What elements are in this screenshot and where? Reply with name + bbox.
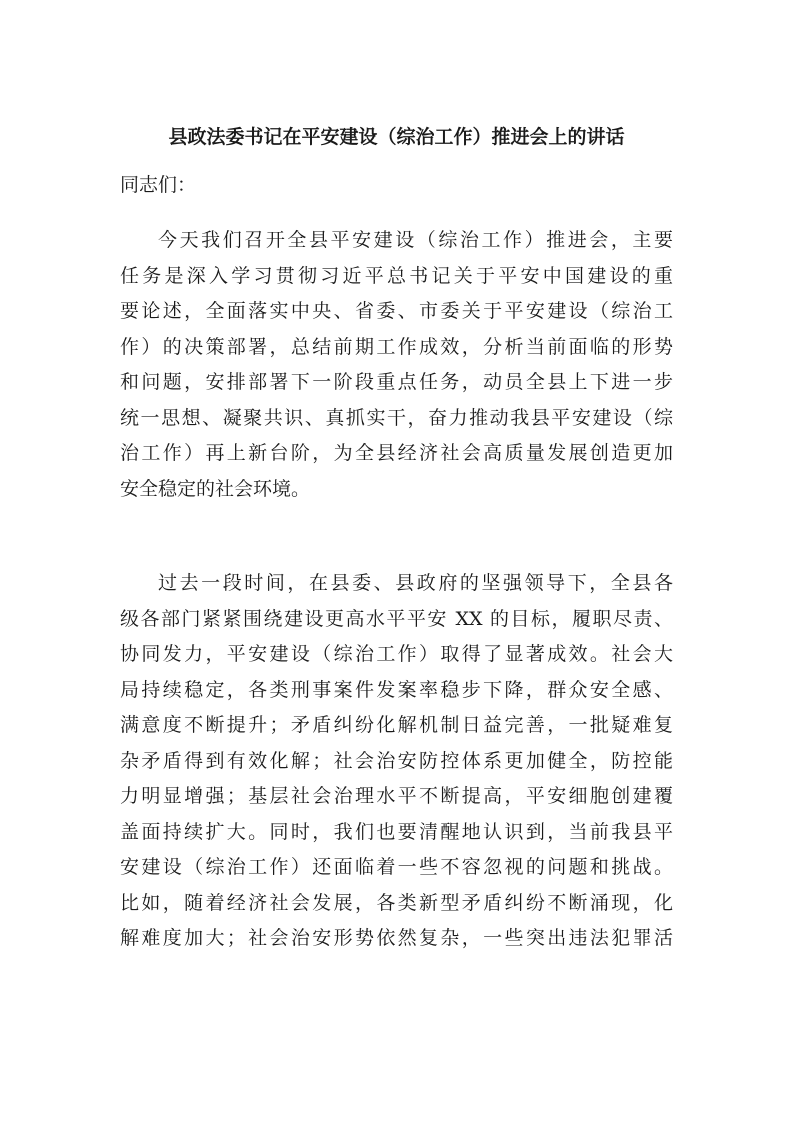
document-title: 县政法委书记在平安建设（综治工作）推进会上的讲话 (168, 126, 625, 148)
paragraph-line: 协同发力，平安建设（综治工作）取得了显著成效。社会大 (120, 643, 673, 665)
salutation: 同志们： (120, 174, 197, 196)
paragraph-line: 局持续稳定，各类刑事案件发案率稳步下降，群众安全感、 (120, 678, 673, 701)
paragraph-line: 满意度不断提升；矛盾纠纷化解机制日益完善，一批疑难复 (120, 714, 673, 736)
paragraph-line: 和问题，安排部署下一阶段重点任务，动员全县上下进一步 (120, 371, 673, 393)
paragraph-line: 杂矛盾得到有效化解；社会治安防控体系更加健全，防控能 (120, 749, 673, 772)
paragraph-line: 今天我们召开全县平安建设（综治工作）推进会，主要 (158, 229, 673, 251)
paragraph-line: 安全稳定的社会环境。 (120, 477, 311, 500)
paragraph-line: 治工作）再上新台阶，为全县经济社会高质量发展创造更加 (120, 442, 673, 464)
paragraph-line: 过去一段时间，在县委、县政府的坚强领导下，全县各 (158, 572, 673, 594)
paragraph-line: 级各部门紧紧围绕建设更高水平平安 XX 的目标，履职尽责、 (120, 607, 673, 630)
paragraph-1 (120, 223, 673, 507)
paragraph-line: 力明显增强；基层社会治理水平不断提高，平安细胞创建覆 (120, 785, 673, 807)
paragraph-line: 要论述，全面落实中央、省委、市委关于平安建设（综治工 (120, 300, 673, 322)
paragraph-line: 任务是深入学习贯彻习近平总书记关于平安中国建设的重 (120, 264, 673, 287)
paragraph-line: 统一思想、凝聚共识、真抓实干，奋力推动我县平安建设（综 (120, 406, 673, 429)
paragraph-line: 比如，随着经济社会发展，各类新型矛盾纠纷不断涌现，化 (120, 891, 673, 914)
paragraph-line: 安建设（综治工作）还面临着一些不容忽视的问题和挑战。 (120, 856, 673, 878)
paragraph-line: 盖面持续扩大。同时，我们也要清醒地认识到，当前我县平 (120, 820, 673, 843)
paragraph-line: 解难度加大；社会治安形势依然复杂，一些突出违法犯罪活 (120, 927, 673, 949)
paragraph-2 (120, 566, 673, 957)
paragraph-line: 作）的决策部署，总结前期工作成效，分析当前面临的形势 (120, 335, 673, 358)
